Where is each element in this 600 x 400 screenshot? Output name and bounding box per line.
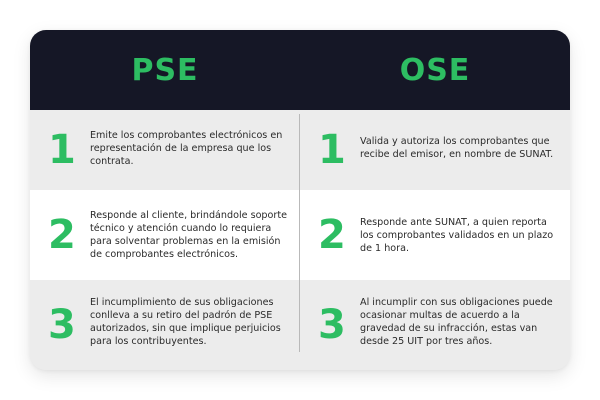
table-body [30,110,570,370]
row-number: 2 [48,212,76,258]
row-number: 3 [318,302,346,348]
row-number: 1 [318,127,346,173]
row-number: 1 [48,127,76,173]
ose-description: Responde ante SUNAT, a quien reporta los comprobantes validados en un plazo de 1 hora. [360,216,554,254]
ose-cell [300,280,570,370]
pse-cell [30,190,300,280]
header-pse: PSE [131,52,199,88]
table-row [30,110,570,190]
table-row [30,190,570,280]
ose-cell [300,110,570,190]
table-header [30,30,570,110]
pse-description: El incumplimiento de sus obligaciones conlleva a su retiro del padrón de PSE autorizados, sin que implique perjuicios para los contribuyentes. [90,297,281,347]
column-divider [299,114,300,352]
table-row [30,280,570,370]
row-number: 2 [318,212,346,258]
pse-description: Responde al cliente, brindándole soporte técnico y atención cuando lo requiera para solventar problemas en la emisión de comprobantes electrónicos. [90,210,288,260]
ose-cell [300,190,570,280]
ose-description: Al incumplir con sus obligaciones puede ocasionar multas de acuerdo a la gravedad de su infracción, estas van desde 25 UIT por tres años. [360,297,553,347]
ose-description: Valida y autoriza los comprobantes que recibe del emisor, en nombre de SUNAT. [360,136,554,160]
row-number: 3 [48,302,76,348]
comparison-table [30,30,570,370]
pse-description: Emite los comprobantes electrónicos en representación de la empresa que los contrata. [90,129,283,167]
pse-cell [30,110,300,190]
pse-cell [30,280,300,370]
header-ose: OSE [399,52,471,88]
